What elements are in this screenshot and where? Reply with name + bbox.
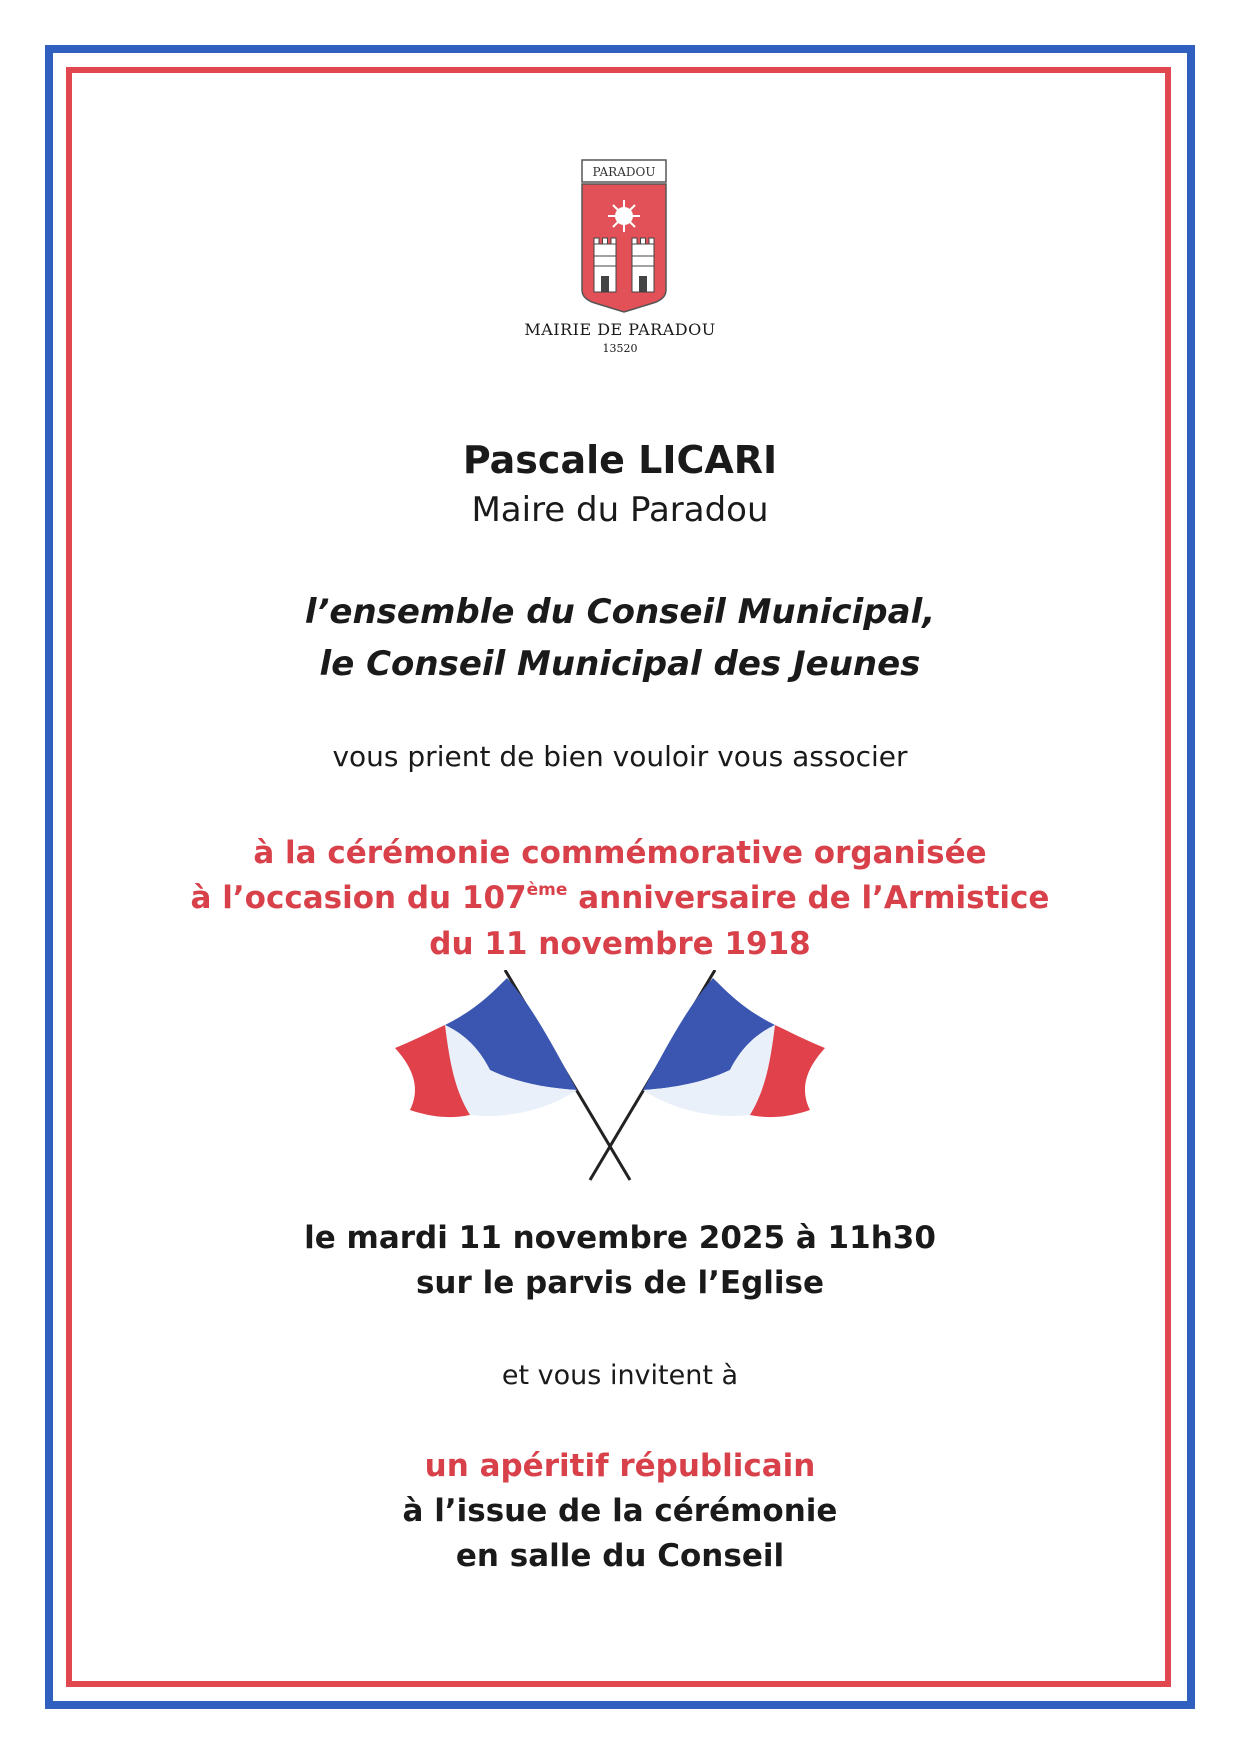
council-line-2: le Conseil Municipal des Jeunes [319, 644, 921, 684]
ceremony-line-2-post: anniversaire de l’Armistice [567, 880, 1050, 916]
aperitif-line-2: en salle du Conseil [455, 1538, 785, 1574]
paradou-crest-logo [580, 158, 680, 318]
invitation-card [70, 70, 1170, 1684]
ceremony-line-1: à la cérémonie commémorative organisée [253, 835, 987, 871]
council-line-1: l’ensemble du Conseil Municipal, [304, 592, 936, 632]
event-place: sur le parvis de l’Eglise [415, 1265, 825, 1301]
host-role: Maire du Paradou [471, 490, 769, 530]
ordinal-superscript: ème [526, 880, 568, 900]
event-date: le mardi 11 novembre 2025 à 11h30 [304, 1220, 936, 1256]
left-flag [395, 978, 577, 1117]
postcode: 13520 [602, 342, 638, 355]
ceremony-line-2 [70, 880, 1170, 916]
aperitif-line-1: à l’issue de la cérémonie [402, 1493, 838, 1529]
tower-icon [594, 238, 616, 292]
right-flag [643, 978, 825, 1117]
ceremony-line-3: du 11 novembre 1918 [429, 926, 811, 962]
ceremony-line-2-pre: à l’occasion du 107 [190, 880, 527, 916]
crossed-french-flags-image [395, 970, 825, 1185]
invite-line-2: et vous invitent à [501, 1360, 739, 1391]
host-name: Pascale LICARI [462, 438, 778, 482]
invite-line: vous prient de bien vouloir vous associer [332, 740, 908, 773]
mairie-label: MAIRIE DE PARADOU [524, 320, 716, 339]
aperitif-title: un apéritif républicain [424, 1448, 816, 1484]
crest-label: PARADOU [592, 165, 656, 179]
tower-icon [632, 238, 654, 292]
